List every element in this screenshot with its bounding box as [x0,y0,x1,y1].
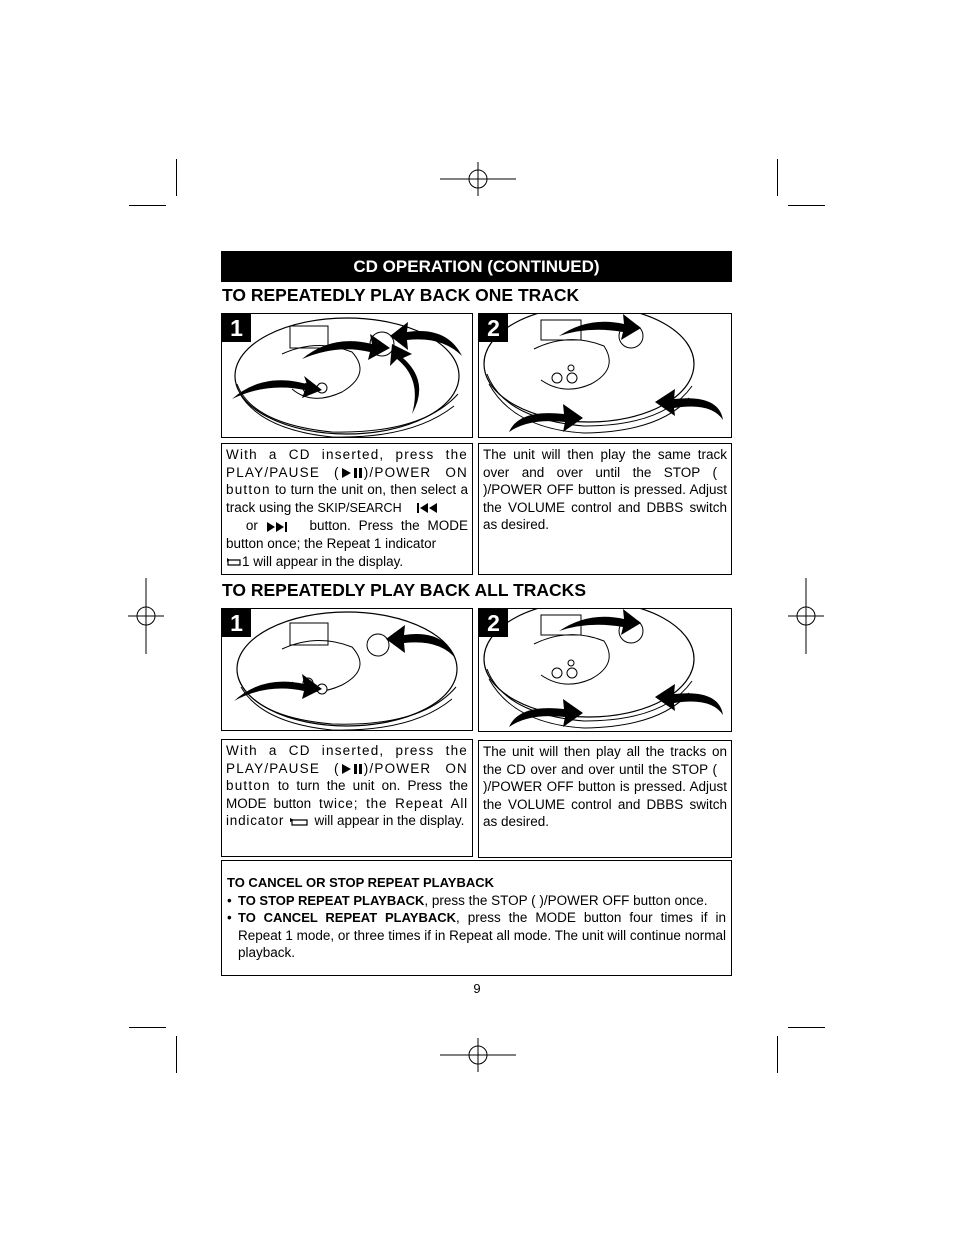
illustration-one-track-step2 [478,313,732,438]
page-number: 9 [473,981,481,996]
cancel-title: TO CANCEL OR STOP REPEAT PLAYBACK [227,875,495,890]
cancel-repeat-item: • TO CANCEL REPEAT PLAYBACK, press the MODE button four times if in Repeat 1 mode, or three times if in Repeat all mode. The unit will continue normal playback. [227,909,726,962]
play-pause-icon [340,763,364,775]
section-banner: CD OPERATION (CONTINUED) [221,251,732,282]
illustration-all-tracks-step2 [478,608,732,732]
stop-repeat-item: • TO STOP REPEAT PLAYBACK, press the STOP ( )/POWER OFF button once. [227,892,726,910]
crop-mark-tl-h [129,205,166,206]
registration-mark-icon [440,1038,516,1072]
one-track-step2-text: The unit will then play the same track over and over until the STOP ()/POWER OFF button is pressed. Adjust the VOLUME control and DBBS switch as desired. [478,443,732,575]
cancel-repeat-box [221,860,732,976]
registration-mark-icon [440,162,516,196]
play-pause-icon [340,467,364,479]
crop-mark-tl-v [176,159,177,196]
step-number: 2 [479,609,508,637]
step-number: 1 [222,314,251,342]
all-tracks-step1-text: With a CD inserted, press the PLAY/PAUSE ( )/POWER ON button to turn the unit on. Press the MODE button twice; the Repeat All indicator will appear in the display. [221,739,473,857]
all-tracks-step2-text: The unit will then play all the tracks on the CD over and over until the STOP ()/POWER OFF button is pressed. Adjust the VOLUME control and DBBS switch as desired. [478,740,732,858]
step-number: 1 [222,609,251,637]
skip-forward-icon [266,521,288,533]
illustration-one-track-step1 [221,313,473,438]
step-number: 2 [479,314,508,342]
crop-mark-tr-h [788,205,825,206]
one-track-step1-text: With a CD inserted, press the PLAY/PAUSE ( )/POWER ON button to turn the unit on, then select a track using the SKIP/SEARCH or button. Press the MODE button once; the Repeat 1 indicator 1 will appear in the display. [221,443,473,575]
crop-mark-br-v [777,1036,778,1073]
repeat-icon [226,557,242,567]
crop-mark-bl-v [176,1036,177,1073]
heading-one-track: TO REPEATEDLY PLAY BACK ONE TRACK [222,285,580,305]
repeat-icon [289,817,311,827]
crop-mark-bl-h [129,1027,166,1028]
crop-mark-tr-v [777,159,778,196]
crop-mark-br-h [788,1027,825,1028]
skip-back-icon [416,502,438,514]
registration-mark-icon [788,578,824,654]
illustration-all-tracks-step1 [221,608,473,731]
heading-all-tracks: TO REPEATEDLY PLAY BACK ALL TRACKS [222,580,586,600]
registration-mark-icon [128,578,164,654]
